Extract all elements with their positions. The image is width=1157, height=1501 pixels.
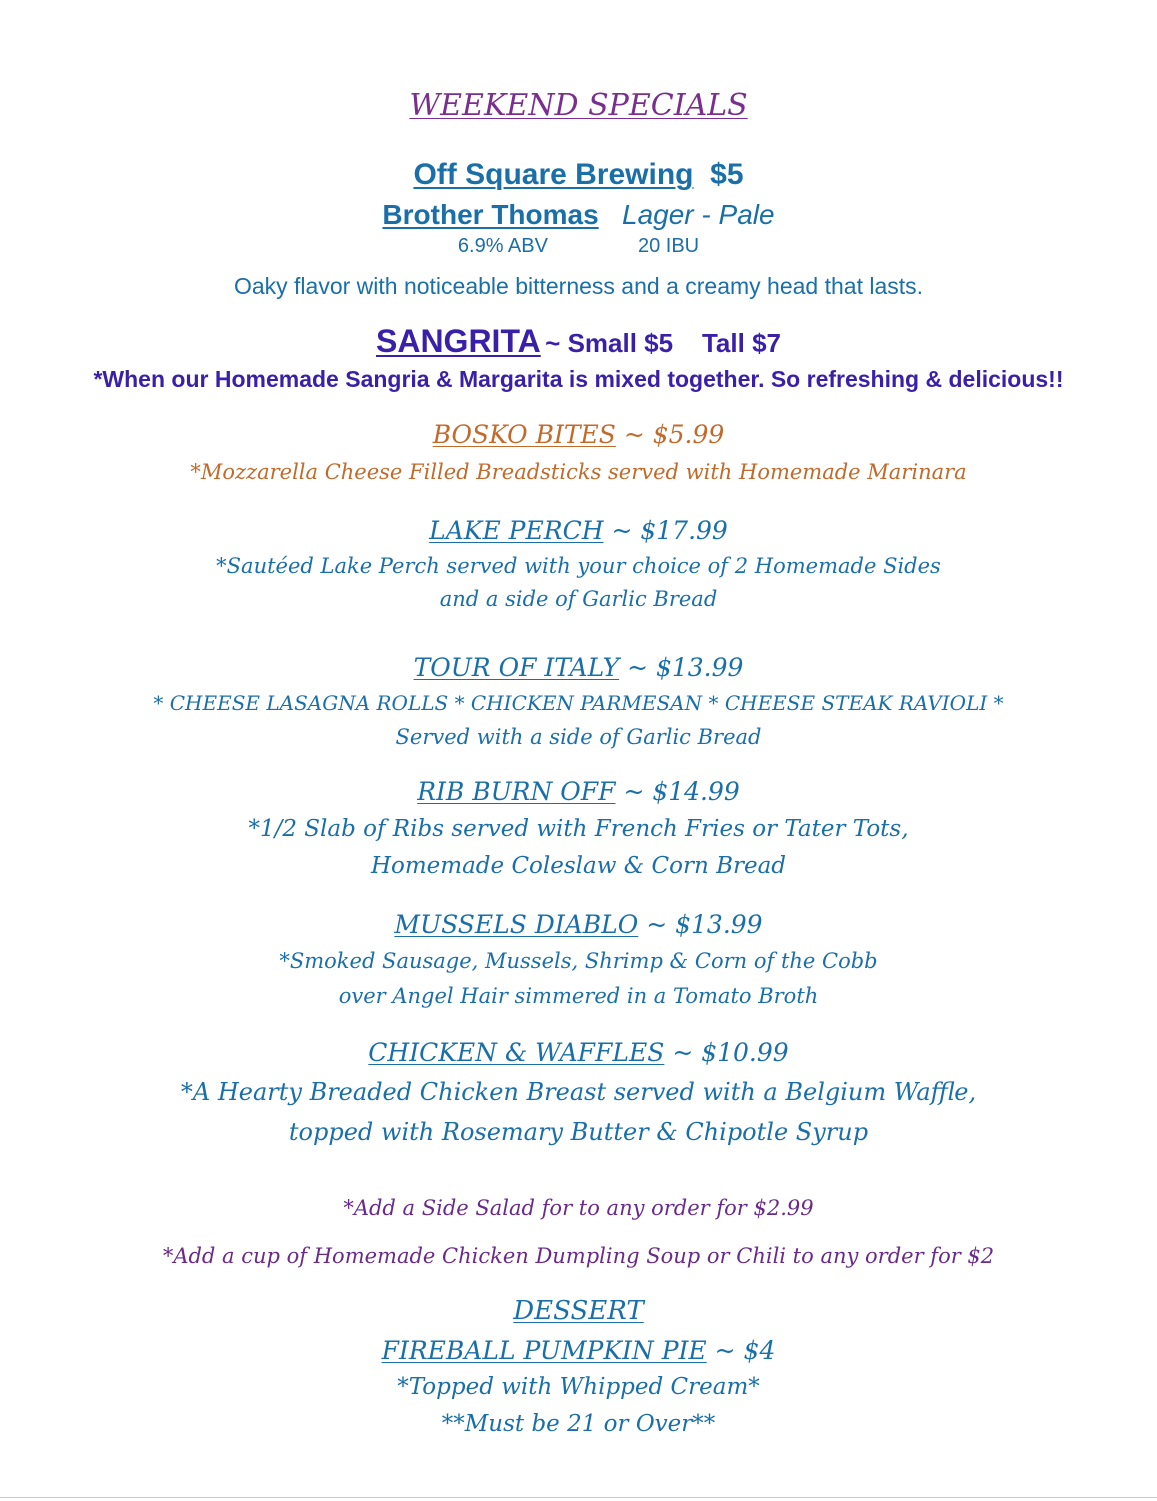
item-lake-perch-title: LAKE PERCH ~ $17.99 (429, 516, 728, 545)
dessert-desc-2: **Must be 21 or Over** (441, 1411, 716, 1437)
beer-name-line (0, 199, 1157, 231)
item-mussels-diablo-desc-1: *Smoked Sausage, Mussels, Shrimp & Corn of the Cobb (279, 949, 878, 973)
item-mussels-diablo-title: MUSSELS DIABLO ~ $13.99 (394, 910, 763, 939)
sangrita-name: SANGRITA (375, 323, 541, 359)
beer-style: Lager - Pale (622, 199, 775, 230)
item-rib-burn-off-title: RIB BURN OFF ~ $14.99 (417, 777, 740, 806)
beer-brewery: Off Square Brewing (413, 158, 694, 191)
item-tour-of-italy-desc-1: * CHEESE LASAGNA ROLLS * CHICKEN PARMESAN * CHEESE STEAK RAVIOLI * (153, 691, 1004, 715)
item-bosko-bites-title: BOSKO BITES ~ $5.99 (432, 420, 725, 449)
dessert-heading: DESSERT (513, 1296, 644, 1326)
item-lake-perch-desc-1: *Sautéed Lake Perch served with your choice of 2 Homemade Sides (216, 554, 941, 578)
beer-name: Brother Thomas (382, 199, 599, 230)
item-mussels-diablo-desc-2: over Angel Hair simmered in a Tomato Broth (338, 984, 819, 1008)
menu-title: WEEKEND SPECIALS (409, 88, 748, 123)
dessert-item-title: FIREBALL PUMPKIN PIE ~ $4 (381, 1336, 776, 1365)
item-chicken-waffles-desc-1: *A Hearty Breaded Chicken Breast served with a Belgium Waffle, (180, 1078, 977, 1106)
item-rib-burn-off-desc-2: Homemade Coleslaw & Corn Bread (370, 853, 787, 879)
sangrita-description: *When our Homemade Sangria & Margarita is mixed together. So refreshing & delicious!! (93, 366, 1064, 392)
item-bosko-bites-desc: *Mozzarella Cheese Filled Breadsticks served with Homemade Marinara (190, 460, 967, 484)
beer-price: $5 (710, 158, 744, 191)
beer-description: Oaky flavor with noticeable bitterness and a creamy head that lasts. (233, 273, 924, 299)
item-chicken-waffles-desc-2: topped with Rosemary Butter & Chipotle Syrup (288, 1118, 869, 1146)
beer-brewery-line (0, 158, 1157, 192)
item-tour-of-italy-title: TOUR OF ITALY ~ $13.99 (413, 653, 744, 682)
beer-stats (0, 235, 1157, 258)
addon-soup-chili: *Add a cup of Homemade Chicken Dumpling Soup or Chili to any order for $2 (162, 1244, 995, 1268)
sangrita-line (0, 323, 1157, 360)
beer-abv: 6.9% ABV (457, 235, 548, 257)
item-chicken-waffles-title: CHICKEN & WAFFLES ~ $10.99 (368, 1038, 789, 1067)
item-rib-burn-off-desc-1: *1/2 Slab of Ribs served with French Fries or Tater Tots, (248, 816, 909, 842)
item-lake-perch-desc-2: and a side of Garlic Bread (439, 587, 718, 611)
item-tour-of-italy-desc-2: Served with a side of Garlic Bread (395, 725, 762, 749)
sangrita-prices: ~ Small $5 Tall $7 (545, 328, 781, 358)
bottom-rule (0, 1497, 1157, 1498)
dessert-desc-1: *Topped with Whipped Cream* (397, 1374, 760, 1400)
beer-ibu: 20 IBU (637, 235, 700, 257)
addon-side-salad: *Add a Side Salad for to any order for $2.99 (343, 1196, 814, 1220)
